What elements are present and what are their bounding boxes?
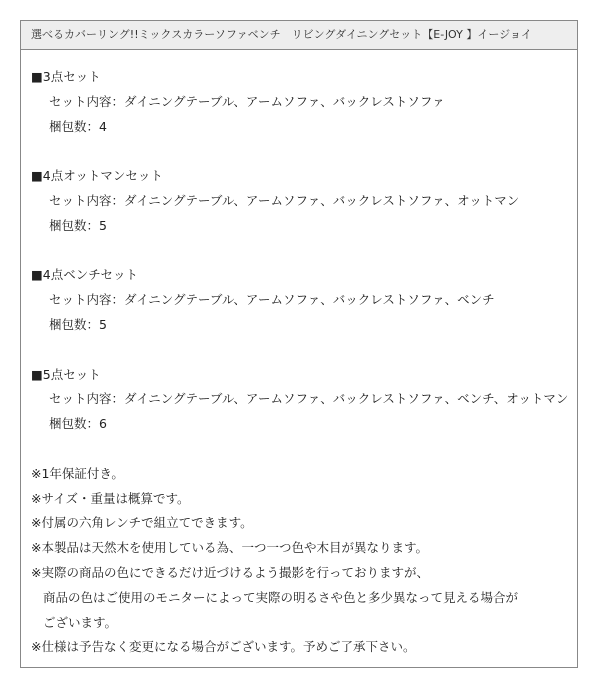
note-natural-wood: ※本製品は天然木を使用している為、一つ一つ色や木目が異なります。 [31,540,428,556]
set-package-count: 梱包数：5 [49,316,107,332]
note-color-line2: 商品の色はご使用のモニターによって実際の明るさや色と多少異なって見える場合が [43,589,519,605]
note-size-weight: ※サイズ・重量は概算です。 [31,490,190,506]
spacer [31,338,567,363]
spacer [31,139,567,164]
set-package-count: 梱包数：4 [49,118,107,134]
panel-content [21,50,577,660]
note-color-line1: ※実際の商品の色にできるだけ近づけるよう撮影を行っておりますが、 [31,564,429,580]
set-package-count: 梱包数：6 [49,416,107,432]
panel-header [21,21,577,50]
note-spec-change: ※仕様は予告なく変更になる場合がございます。予めご了承下さい。 [31,639,416,655]
set-block [31,65,567,139]
set-title: ■4点オットマンセット [31,168,163,184]
notes-block [31,462,567,660]
spacer [31,239,567,264]
panel-title: 選べるカバーリング!!ミックスカラーソファベンチ リビングダイニングセット【E-JOY 】イージョイ [31,28,532,41]
set-contents: セット内容：ダイニングテーブル、アームソファ、バックレストソファ [49,93,445,109]
set-block [31,263,567,337]
set-block [31,164,567,238]
set-block [31,363,567,437]
note-warranty: ※1年保証付き。 [31,465,124,481]
set-contents: セット内容：ダイニングテーブル、アームソファ、バックレストソファ、ベンチ、オットマン [49,391,569,407]
set-contents: セット内容：ダイニングテーブル、アームソファ、バックレストソファ、オットマン [49,192,520,208]
set-package-count: 梱包数：5 [49,217,107,233]
set-title: ■5点セット [31,366,101,382]
set-title: ■3点セット [31,69,101,84]
note-color-line3: ございます。 [43,614,118,630]
spacer [31,437,567,462]
set-title: ■4点ベンチセット [31,267,139,283]
note-assembly: ※付属の六角レンチで組立てできます。 [31,515,253,531]
set-contents: セット内容：ダイニングテーブル、アームソファ、バックレストソファ、ベンチ [49,292,495,308]
product-info-panel [20,20,578,668]
